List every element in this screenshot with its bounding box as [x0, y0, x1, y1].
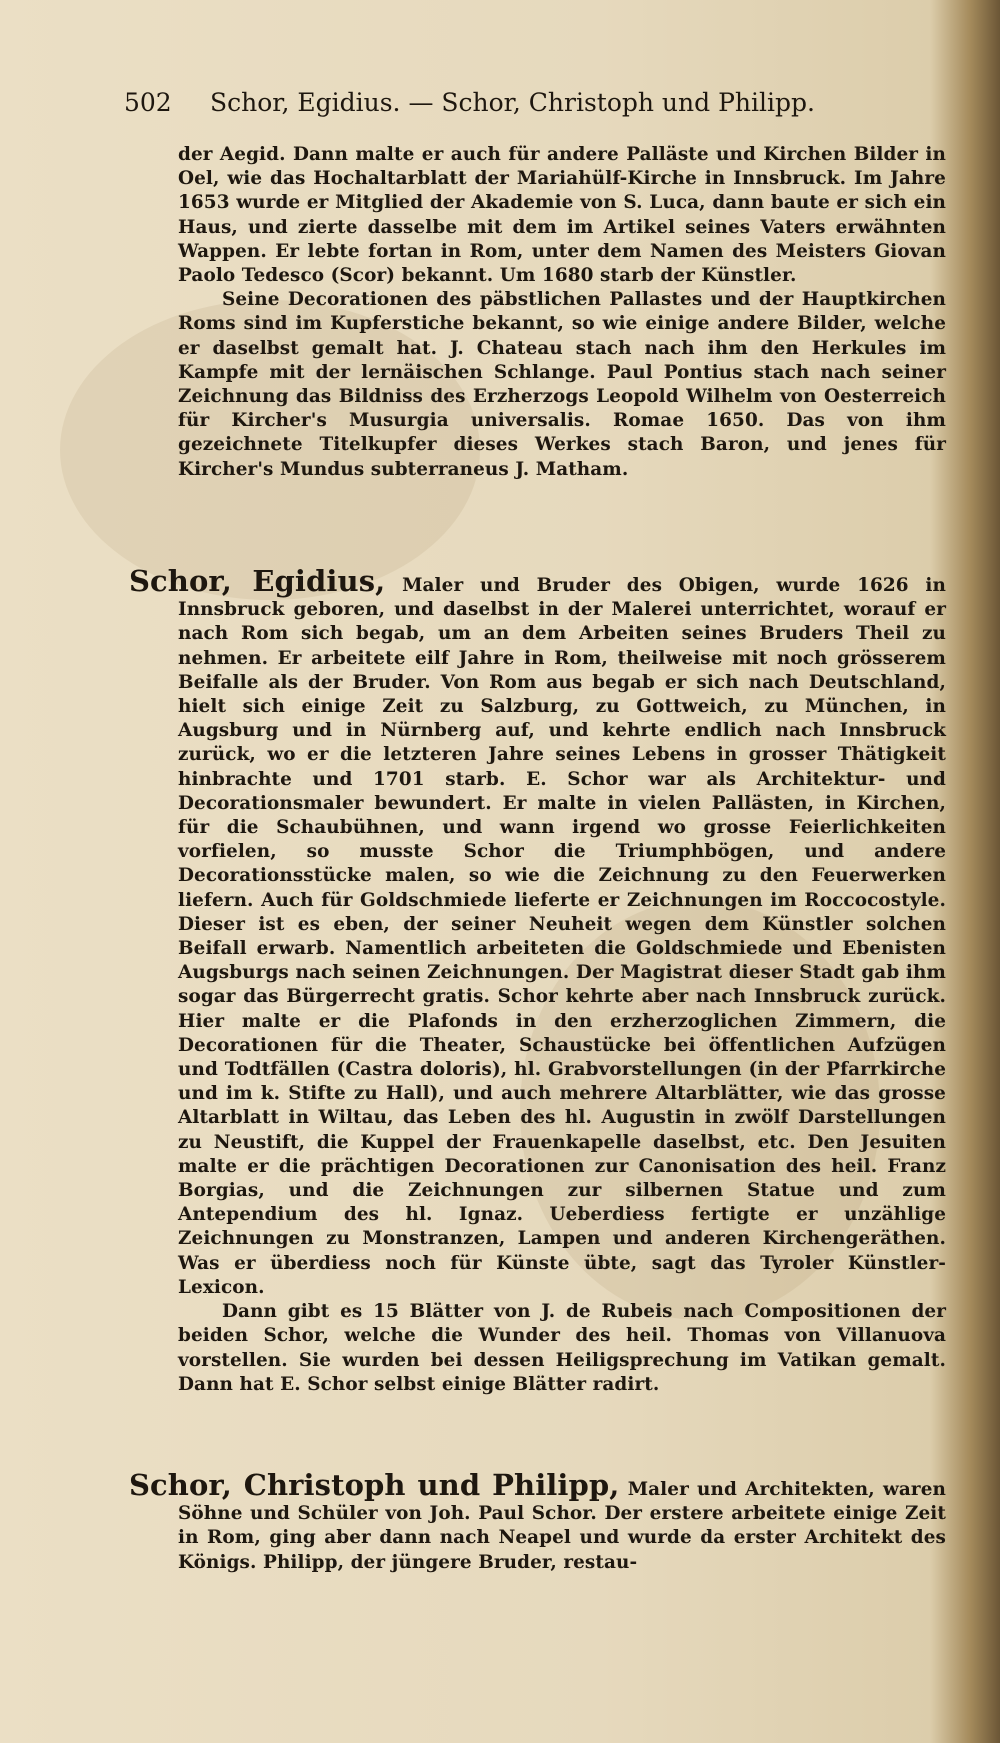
page-number: 502 — [124, 88, 172, 117]
entry-text: Maler und Architekten, waren Söhne und Schüler von Joh. Paul Schor. Der erstere arbeitete einige Zeit in Rom, ging aber dann nach Neapel und wurde da erster Architekt des Königs. Philipp, der jüngere Bruder, restau- — [178, 1479, 946, 1573]
paragraph: der Aegid. Dann malte er auch für andere Palläste und Kirchen Bilder in Oel, wie das Hochaltarblatt der Mariahülf-Kirche in Innsbruck. Im Jahre 1653 wurde er Mitglied der Akademie von S. Luca, dann baute er sich ein Haus, und zierte dasselbe mit dem im Artikel seines Vaters erwähnten Wappen. Er lebte fortan in Rom, unter dem Namen des Meisters Giovan Paolo Tedesco (Scor) bekannt. Um 1680 starb der Künstler. — [178, 144, 946, 287]
paragraph: Dann gibt es 15 Blätter von J. de Rubeis nach Compositionen der beiden Schor, welche die Wunder des heil. Thomas von Villanuova vorstellen. Sie wurden bei dessen Heiligsprechung im Vatikan gemalt. Dann hat E. Schor selbst einige Blätter radirt. — [178, 1301, 946, 1395]
running-title: Schor, Egidius. — Schor, Christoph und Philipp. — [210, 88, 815, 117]
entry-headword: Schor, Egidius, — [129, 564, 386, 598]
running-header — [124, 88, 864, 117]
entry-first-paragraph — [129, 1468, 946, 1575]
entry-schor-egidius — [129, 564, 946, 1397]
continued-entry-text — [178, 143, 946, 482]
entry-text: Maler und Bruder des Obigen, wurde 1626 in Innsbruck geboren, und daselbst in der Malerei unterrichtet, worauf er nach Rom sich begab, um an dem Arbeiten seines Bruders Theil zu nehmen. Er arbeitete eilf Jahre in Rom, theilweise mit noch grösserem Beifalle als der Bruder. Von Rom aus begab er sich nach Deutschland, hielt sich einige Zeit zu Salzburg, zu Gottweich, zu München, in Augsburg und in Nürnberg auf, und kehrte endlich nach Innsbruck zurück, wo er die letzteren Jahre seines Lebens in grosser Thätigkeit hinbrachte und 1701 starb. E. Schor war als Architektur- und Decorationsmaler bewundert. Er malte in vielen Pallästen, in Kirchen, für die Schaubühnen, und wann irgend wo grosse Feierlichkeiten vorfielen, so musste Schor die Triumphbögen, und andere Decorationsstücke malen, so wie die Zeichnung zu den Feuerwerken liefern. Auch für Goldschmiede lieferte er Zeichnungen im Roccocostyle. Dieser ist es eben, der seiner Neuheit wegen dem Künstler solchen Beifall erwarb. Namentlich arbeiteten die Goldschmiede und Ebenisten Augsburgs nach seinen Zeichnungen. Der Magistrat dieser Stadt gab ihm sogar das Bürgerrecht gratis. Schor kehrte aber nach Innsbruck zurück. Hier malte er die Plafonds in den erzherzoglichen Zimmern, die Decorationen für die Theater, Schaustücke bei öffentlichen Aufzügen und Todtfällen (Castra doloris), hl. Grabvorstellungen (in der Pfarrkirche und im k. Stifte zu Hall), und auch mehrere Altarblätter, wie das grosse Altarblatt in Wiltau, das Leben des hl. Augustin in zwölf Darstellungen zu Neustift, die Kuppel der Frauenkapelle daselbst, etc. Den Jesuiten malte er die prächtigen Decorationen zur Canonisation des heil. Franz Borgias, und die Zeichnungen zur silbernen Statue und zum Antependium des hl. Ignaz. Ueberdiess fertigte er unzählige Zeichnungen zu Monstranzen, Lampen und anderen Kirchengeräthen. Was er überdiess noch für Künste übte, sagt das Tyroler Künstler-Lexicon. — [178, 575, 946, 1298]
entry-headword: Schor, Christoph und Philipp, — [129, 1468, 620, 1502]
entry-schor-christoph-philipp — [129, 1468, 946, 1575]
entry-first-paragraph — [129, 564, 946, 1300]
paragraph: Seine Decorationen des päbstlichen Pallastes und der Hauptkirchen Roms sind im Kupferstiche bekannt, so wie einige andere Bilder, welche er daselbst gemalt hat. J. Chateau stach nach ihm den Herkules im Kampfe mit der lernäischen Schlange. Paul Pontius stach nach seiner Zeichnung das Bildniss des Erzherzogs Leopold Wilhelm von Oesterreich für Kircher's Musurgia universalis. Romae 1650. Das von ihm gezeichnete Titelkupfer dieses Werkes stach Baron, und jenes für Kircher's Mundus subterraneus J. Matham. — [178, 289, 946, 480]
